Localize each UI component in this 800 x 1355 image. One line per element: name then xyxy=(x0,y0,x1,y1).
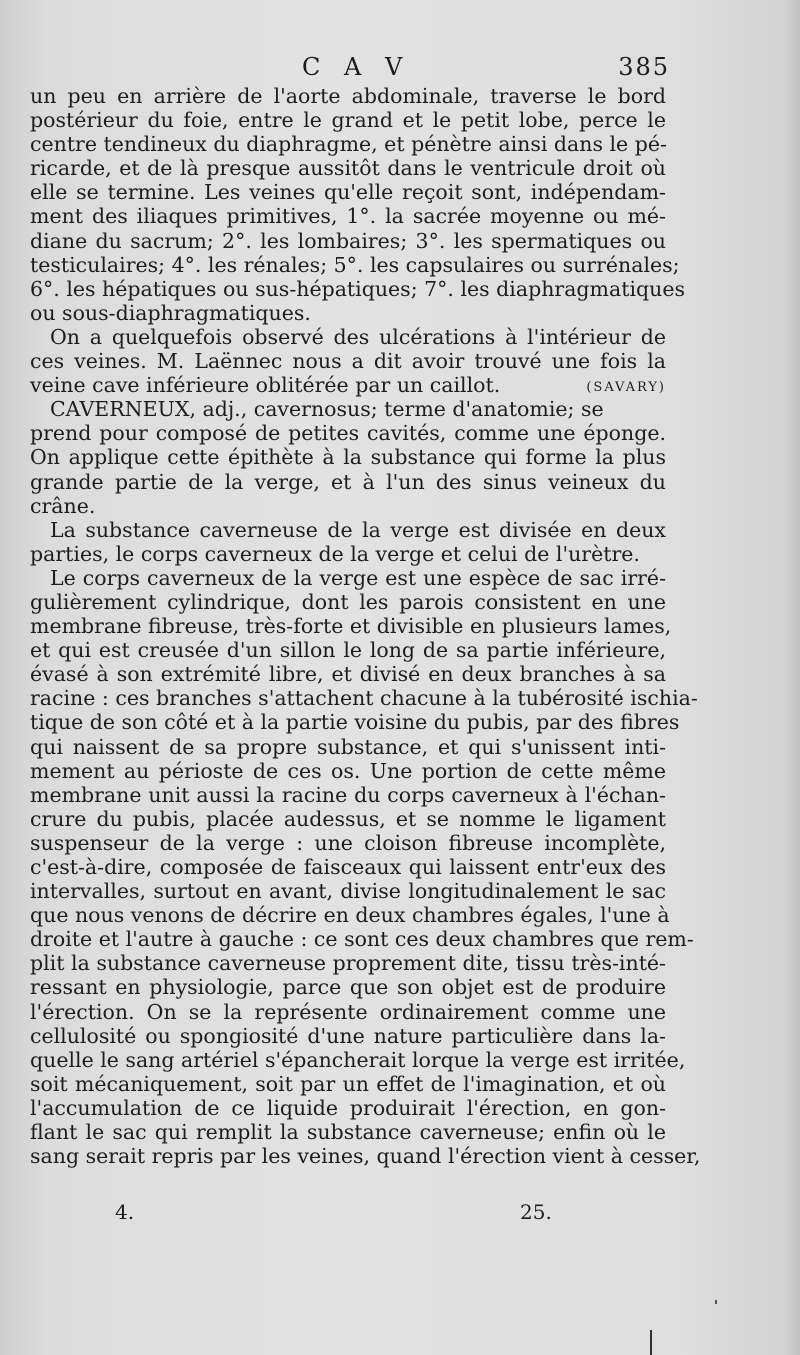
text-line: racine : ces branches s'attachent chacune à la tubérosité ischia- xyxy=(30,686,698,711)
scan-speck xyxy=(715,1300,717,1304)
text-line: ressant en physiologie, parce que son objet est de produire xyxy=(30,975,666,1000)
text-line: tique de son côté et à la partie voisine du pubis, par des fibres xyxy=(30,710,680,735)
signature-mark: 25. xyxy=(520,1200,552,1224)
author-signature: (SAVARY) xyxy=(586,380,666,396)
text-line: Le corps caverneux de la verge est une espèce de sac irré- xyxy=(50,565,666,590)
text-line: évasé à son extrémité libre, et divisé en deux branches à sa xyxy=(30,662,666,687)
text-line: gulièrement cylindrique, dont les parois consistent en une xyxy=(30,589,666,614)
text-line: centre tendineux du diaphragme, et pénètre ainsi dans le pé- xyxy=(30,132,667,157)
scan-edge-mark xyxy=(650,1330,652,1355)
running-header xyxy=(30,52,670,82)
text-line: crure du pubis, placée audessus, et se nomme le ligament xyxy=(30,806,666,831)
text-line: crâne. xyxy=(30,493,96,518)
text-line: On applique cette épithète à la substance qui forme la plus xyxy=(30,445,666,470)
text-line: diane du sacrum; 2°. les lombaires; 3°. les spermatiques ou xyxy=(30,228,666,253)
text-line: grande partie de la verge, et à l'un des sinus veineux du xyxy=(30,469,666,494)
text-line: postérieur du foie, entre le grand et le petit lobe, perce le xyxy=(30,108,666,133)
text-line: cellulosité ou spongiosité d'une nature particulière dans la- xyxy=(30,1023,666,1048)
text-line: On a quelquefois observé des ulcérations à l'intérieur de xyxy=(50,324,666,349)
text-line: veine cave inférieure oblitérée par un caillot. xyxy=(30,373,501,398)
text-line: l'érection. On se la représente ordinairement comme une xyxy=(30,999,666,1024)
text-line-with-signature xyxy=(30,373,666,397)
page-number: 385 xyxy=(618,53,670,81)
entry-heading-line: CAVERNEUX, adj., cavernosus; terme d'anatomie; se xyxy=(50,397,604,422)
text-line: elle se termine. Les veines qu'elle reçoit sont, indépendam- xyxy=(30,180,666,205)
text-line: que nous venons de décrire en deux chambres égales, l'une à xyxy=(30,903,670,928)
body-text xyxy=(30,84,701,1169)
page-footer xyxy=(30,1197,666,1227)
text-line: La substance caverneuse de la verge est divisée en deux xyxy=(50,517,666,542)
text-line: droite et l'autre à gauche : ce sont ces deux chambres que rem- xyxy=(30,927,694,952)
page-gutter-shadow xyxy=(782,0,800,1355)
text-line: et qui est creusée d'un sillon le long de sa partie inférieure, xyxy=(30,638,666,663)
text-line: ou sous-diaphragmatiques. xyxy=(30,300,311,325)
text-line: testiculaires; 4°. les rénales; 5°. les capsulaires ou surrénales; xyxy=(30,252,680,277)
text-line: suspenseur de la verge : une cloison fibreuse incomplète, xyxy=(30,830,666,855)
text-line: un peu en arrière de l'aorte abdominale, traverse le bord xyxy=(30,84,666,108)
text-line: plit la substance caverneuse proprement dite, tissu très-inté- xyxy=(30,951,666,976)
text-line: ricarde, et de là presque aussitôt dans le ventricule droit où xyxy=(30,156,666,181)
text-line: sang serait repris par les veines, quand l'érection vient à cesser, xyxy=(30,1144,701,1169)
text-line: 6°. les hépatiques ou sus-hépatiques; 7°. les diaphragmatiques xyxy=(30,276,685,301)
volume-number: 4. xyxy=(115,1200,135,1224)
text-line: qui naissent de sa propre substance, et qui s'unissent inti- xyxy=(30,734,666,759)
text-line: soit mécaniquement, soit par un effet de l'imagination, et où xyxy=(30,1071,666,1096)
text-line: ces veines. M. Laënnec nous a dit avoir trouvé une fois la xyxy=(30,349,666,374)
text-line: quelle le sang artériel s'épancherait lorque la verge est irritée, xyxy=(30,1047,686,1072)
text-line: membrane unit aussi la racine du corps caverneux à l'échan- xyxy=(30,782,666,807)
text-line: parties, le corps caverneux de la verge et celui de l'urètre. xyxy=(30,541,640,566)
text-line: flant le sac qui remplit la substance caverneuse; enfin où le xyxy=(30,1120,666,1145)
text-line: c'est-à-dire, composée de faisceaux qui laissent entr'eux des xyxy=(30,855,666,879)
text-line: ment des iliaques primitives, 1°. la sacrée moyenne ou mé- xyxy=(30,204,666,229)
text-line: prend pour composé de petites cavités, comme une éponge. xyxy=(30,421,666,446)
running-title: C A V xyxy=(302,53,411,81)
text-line: l'accumulation de ce liquide produirait l'érection, en gon- xyxy=(30,1095,666,1120)
text-line: mement au périoste de ces os. Une portion de cette même xyxy=(30,758,666,783)
text-line: intervalles, surtout en avant, divise longitudinalement le sac xyxy=(30,879,666,904)
text-line: membrane fibreuse, très-forte et divisible en plusieurs lames, xyxy=(30,614,672,639)
